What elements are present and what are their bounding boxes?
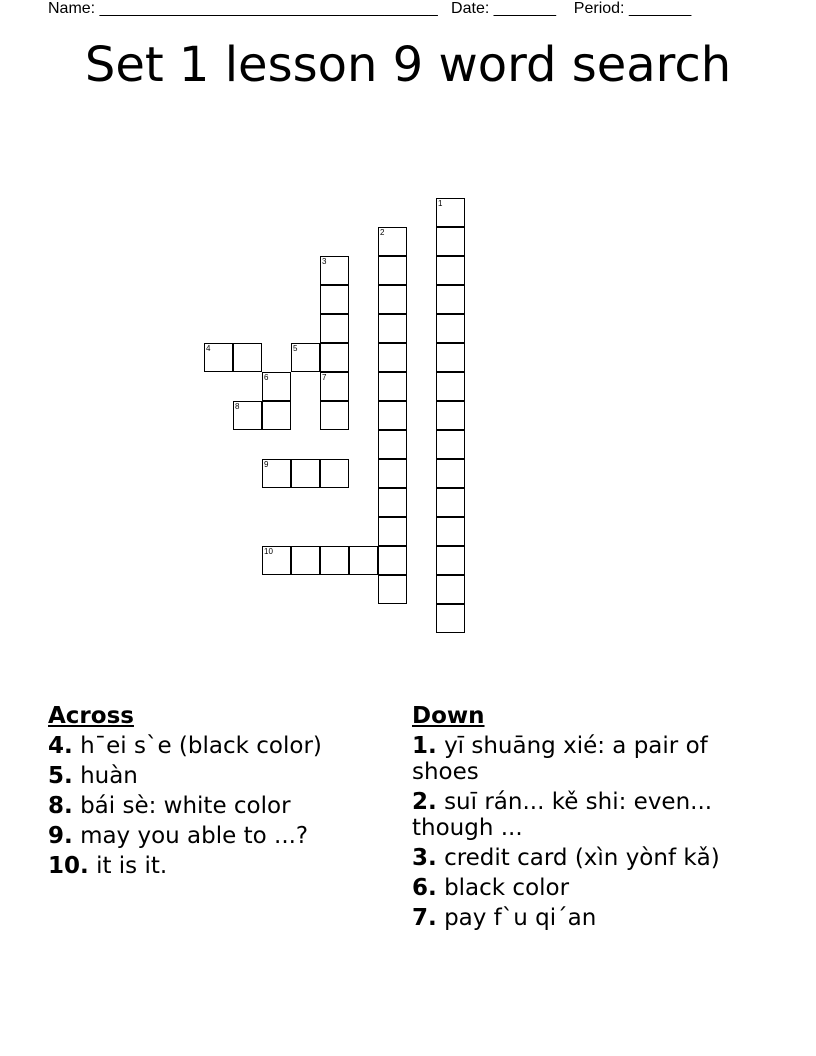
grid-cell[interactable] — [233, 401, 262, 430]
grid-cell[interactable] — [378, 372, 407, 401]
grid-cell[interactable] — [436, 198, 465, 227]
clue-number: 6. — [412, 875, 437, 901]
grid-cell[interactable] — [320, 256, 349, 285]
clue-text: suī rán... kě shi: even... though ... — [412, 789, 713, 841]
clue-across-10 — [48, 853, 378, 879]
grid-cell[interactable] — [436, 343, 465, 372]
grid-cell[interactable] — [378, 343, 407, 372]
down-heading: Down — [412, 703, 485, 729]
grid-cell[interactable] — [262, 546, 291, 575]
grid-cell[interactable] — [378, 401, 407, 430]
grid-cell[interactable] — [436, 604, 465, 633]
down-clues — [412, 703, 762, 935]
cell-number: 10 — [264, 547, 273, 556]
cell-number: 9 — [264, 460, 269, 469]
grid-cell[interactable] — [320, 314, 349, 343]
grid-cell[interactable] — [378, 459, 407, 488]
grid-cell[interactable] — [291, 343, 320, 372]
cell-number: 3 — [322, 257, 327, 266]
grid-cell[interactable] — [378, 430, 407, 459]
clue-number: 5. — [48, 763, 73, 789]
cell-number: 6 — [264, 373, 269, 382]
clue-number: 3. — [412, 845, 437, 871]
clue-text: may you able to ...? — [80, 823, 309, 849]
clue-text: bái sè: white color — [80, 793, 291, 819]
clue-text: it is it. — [96, 853, 168, 879]
grid-cell[interactable] — [436, 314, 465, 343]
clue-number: 8. — [48, 793, 73, 819]
grid-cell[interactable] — [378, 517, 407, 546]
grid-cell[interactable] — [436, 517, 465, 546]
grid-cell[interactable] — [262, 372, 291, 401]
grid-cell[interactable] — [204, 343, 233, 372]
cell-number: 5 — [293, 344, 298, 353]
clue-down-6 — [412, 875, 762, 901]
cell-number: 7 — [322, 373, 327, 382]
page-title: Set 1 lesson 9 word search — [84, 37, 732, 93]
grid-cell[interactable] — [320, 285, 349, 314]
clue-number: 10. — [48, 853, 89, 879]
grid-cell[interactable] — [436, 459, 465, 488]
clue-across-8 — [48, 793, 378, 819]
grid-cell[interactable] — [436, 575, 465, 604]
clue-across-5 — [48, 763, 378, 789]
clue-number: 2. — [412, 789, 437, 815]
grid-cell[interactable] — [436, 488, 465, 517]
clue-text: black color — [444, 875, 570, 901]
grid-cell[interactable] — [291, 459, 320, 488]
clue-number: 9. — [48, 823, 73, 849]
clue-text: h¯ei s`e (black color) — [80, 733, 322, 759]
clue-number: 7. — [412, 905, 437, 931]
across-clues — [48, 703, 378, 883]
cell-number: 8 — [235, 402, 240, 411]
clue-down-1 — [412, 733, 762, 785]
clue-text: credit card (xìn yònf kǎ) — [444, 845, 720, 871]
grid-cell[interactable] — [378, 256, 407, 285]
grid-cell[interactable] — [436, 430, 465, 459]
grid-cell[interactable] — [378, 488, 407, 517]
grid-cell[interactable] — [320, 372, 349, 401]
header-fields: Name: ______________________________________ Date: _______ Period: _______ — [48, 0, 692, 17]
across-heading: Across — [48, 703, 134, 729]
cell-number: 1 — [438, 199, 443, 208]
grid-cell[interactable] — [320, 546, 349, 575]
grid-cell[interactable] — [436, 227, 465, 256]
grid-cell[interactable] — [378, 227, 407, 256]
grid-cell[interactable] — [436, 401, 465, 430]
grid-cell[interactable] — [378, 575, 407, 604]
clue-down-7 — [412, 905, 762, 931]
clue-number: 4. — [48, 733, 73, 759]
grid-cell[interactable] — [320, 459, 349, 488]
grid-cell[interactable] — [436, 256, 465, 285]
cell-number: 4 — [206, 344, 211, 353]
grid-cell[interactable] — [378, 285, 407, 314]
grid-cell[interactable] — [262, 459, 291, 488]
clue-down-2 — [412, 789, 762, 841]
grid-cell[interactable] — [349, 546, 378, 575]
grid-cell[interactable] — [378, 314, 407, 343]
grid-cell[interactable] — [436, 285, 465, 314]
clue-text: huàn — [80, 763, 138, 789]
grid-cell[interactable] — [320, 343, 349, 372]
grid-cell[interactable] — [436, 546, 465, 575]
cell-number: 2 — [380, 228, 385, 237]
clue-text: pay f`u qi´an — [444, 905, 597, 931]
clue-text: yī shuāng xié: a pair of shoes — [412, 733, 708, 785]
grid-cell[interactable] — [436, 372, 465, 401]
clue-across-9 — [48, 823, 378, 849]
grid-cell[interactable] — [262, 401, 291, 430]
grid-cell[interactable] — [291, 546, 320, 575]
clue-down-3 — [412, 845, 762, 871]
grid-cell[interactable] — [378, 546, 407, 575]
clue-across-4 — [48, 733, 378, 759]
grid-cell[interactable] — [320, 401, 349, 430]
clue-number: 1. — [412, 733, 437, 759]
grid-cell[interactable] — [233, 343, 262, 372]
